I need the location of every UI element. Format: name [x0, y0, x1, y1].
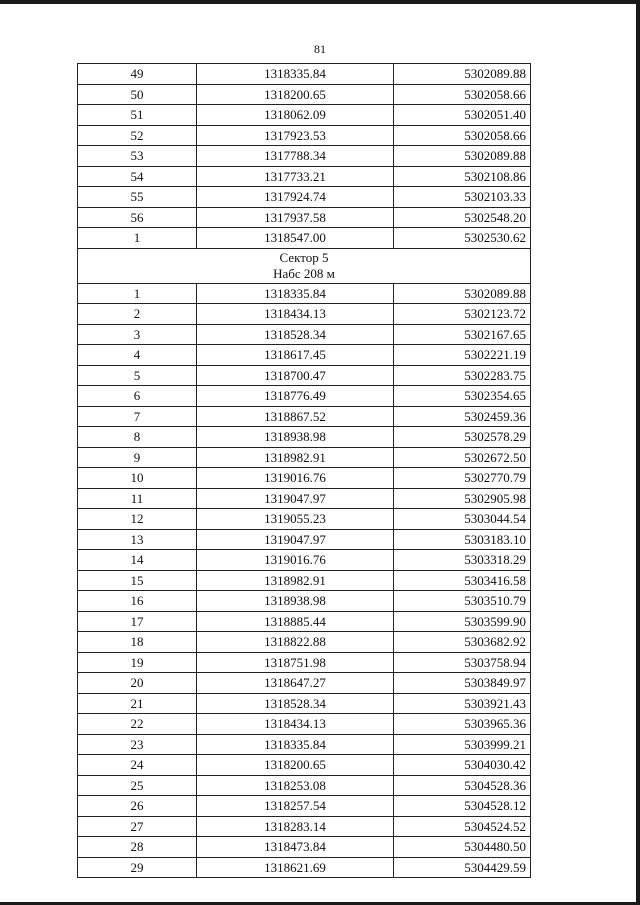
table-row	[78, 187, 531, 208]
x-coordinate-cell: 1317923.53	[197, 125, 394, 146]
table-row	[78, 324, 531, 345]
table-row	[78, 427, 531, 448]
point-number-cell: 52	[78, 125, 197, 146]
y-coordinate-cell: 5302221.19	[394, 345, 531, 366]
x-coordinate-cell: 1318253.08	[197, 775, 394, 796]
table-row	[78, 673, 531, 694]
point-number-cell: 26	[78, 796, 197, 817]
x-coordinate-cell: 1318200.65	[197, 84, 394, 105]
x-coordinate-cell: 1318434.13	[197, 714, 394, 735]
x-coordinate-cell: 1318867.52	[197, 406, 394, 427]
point-number-cell: 8	[78, 427, 197, 448]
y-coordinate-cell: 5303682.92	[394, 632, 531, 653]
table-row	[78, 796, 531, 817]
table-row	[78, 166, 531, 187]
point-number-cell: 9	[78, 447, 197, 468]
table-row	[78, 146, 531, 167]
table-row	[78, 228, 531, 249]
table-row	[78, 406, 531, 427]
y-coordinate-cell: 5302770.79	[394, 468, 531, 489]
table-row	[78, 775, 531, 796]
x-coordinate-cell: 1318617.45	[197, 345, 394, 366]
y-coordinate-cell: 5303510.79	[394, 591, 531, 612]
y-coordinate-cell: 5302058.66	[394, 84, 531, 105]
y-coordinate-cell: 5302051.40	[394, 105, 531, 126]
sector-header-group	[78, 248, 531, 283]
y-coordinate-cell: 5303044.54	[394, 509, 531, 530]
point-number-cell: 3	[78, 324, 197, 345]
table-row	[78, 283, 531, 304]
point-number-cell: 27	[78, 816, 197, 837]
y-coordinate-cell: 5304528.36	[394, 775, 531, 796]
y-coordinate-cell: 5303921.43	[394, 693, 531, 714]
point-number-cell: 16	[78, 591, 197, 612]
point-number-cell: 49	[78, 64, 197, 85]
point-number-cell: 5	[78, 365, 197, 386]
point-number-cell: 51	[78, 105, 197, 126]
x-coordinate-cell: 1317733.21	[197, 166, 394, 187]
point-number-cell: 10	[78, 468, 197, 489]
y-coordinate-cell: 5302108.86	[394, 166, 531, 187]
x-coordinate-cell: 1318547.00	[197, 228, 394, 249]
sector-height: Набс 208 м	[273, 265, 335, 281]
table-row	[78, 468, 531, 489]
point-number-cell: 15	[78, 570, 197, 591]
x-coordinate-cell: 1318621.69	[197, 857, 394, 878]
scan-border-right	[636, 0, 640, 905]
table-row	[78, 857, 531, 878]
x-coordinate-cell: 1318751.98	[197, 652, 394, 673]
table-row	[78, 816, 531, 837]
table-row	[78, 837, 531, 858]
y-coordinate-cell: 5302548.20	[394, 207, 531, 228]
sector-header-row	[78, 248, 531, 283]
x-coordinate-cell: 1318982.91	[197, 570, 394, 591]
x-coordinate-cell: 1318982.91	[197, 447, 394, 468]
point-number-cell: 50	[78, 84, 197, 105]
y-coordinate-cell: 5302459.36	[394, 406, 531, 427]
point-number-cell: 19	[78, 652, 197, 673]
point-number-cell: 20	[78, 673, 197, 694]
y-coordinate-cell: 5304480.50	[394, 837, 531, 858]
x-coordinate-cell: 1318335.84	[197, 64, 394, 85]
point-number-cell: 2	[78, 304, 197, 325]
rows-after-sector	[78, 283, 531, 878]
y-coordinate-cell: 5304030.42	[394, 755, 531, 776]
x-coordinate-cell: 1318200.65	[197, 755, 394, 776]
table-row	[78, 447, 531, 468]
y-coordinate-cell: 5303318.29	[394, 550, 531, 571]
table-row	[78, 509, 531, 530]
x-coordinate-cell: 1318335.84	[197, 283, 394, 304]
table-row	[78, 693, 531, 714]
x-coordinate-cell: 1318528.34	[197, 324, 394, 345]
table-row	[78, 365, 531, 386]
point-number-cell: 21	[78, 693, 197, 714]
y-coordinate-cell: 5303965.36	[394, 714, 531, 735]
table-row	[78, 529, 531, 550]
point-number-cell: 24	[78, 755, 197, 776]
x-coordinate-cell: 1317924.74	[197, 187, 394, 208]
table-row	[78, 550, 531, 571]
point-number-cell: 29	[78, 857, 197, 878]
point-number-cell: 7	[78, 406, 197, 427]
y-coordinate-cell: 5302283.75	[394, 365, 531, 386]
point-number-cell: 55	[78, 187, 197, 208]
x-coordinate-cell: 1318257.54	[197, 796, 394, 817]
scan-border-top	[0, 0, 640, 4]
x-coordinate-cell: 1318335.84	[197, 734, 394, 755]
table-row	[78, 488, 531, 509]
point-number-cell: 53	[78, 146, 197, 167]
table-row	[78, 64, 531, 85]
x-coordinate-cell: 1318647.27	[197, 673, 394, 694]
x-coordinate-cell: 1317788.34	[197, 146, 394, 167]
x-coordinate-cell: 1318528.34	[197, 693, 394, 714]
point-number-cell: 11	[78, 488, 197, 509]
table-row	[78, 652, 531, 673]
point-number-cell: 1	[78, 228, 197, 249]
table-row	[78, 304, 531, 325]
point-number-cell: 28	[78, 837, 197, 858]
point-number-cell: 14	[78, 550, 197, 571]
table-row	[78, 611, 531, 632]
page-number: 81	[314, 42, 326, 56]
y-coordinate-cell: 5303758.94	[394, 652, 531, 673]
point-number-cell: 12	[78, 509, 197, 530]
table-row	[78, 734, 531, 755]
table-row	[78, 570, 531, 591]
point-number-cell: 22	[78, 714, 197, 735]
point-number-cell: 4	[78, 345, 197, 366]
sector-title: Сектор 5	[279, 249, 329, 265]
table-row	[78, 105, 531, 126]
table-row	[78, 714, 531, 735]
x-coordinate-cell: 1318700.47	[197, 365, 394, 386]
x-coordinate-cell: 1319016.76	[197, 468, 394, 489]
point-number-cell: 25	[78, 775, 197, 796]
y-coordinate-cell: 5303849.97	[394, 673, 531, 694]
y-coordinate-cell: 5302103.33	[394, 187, 531, 208]
x-coordinate-cell: 1318776.49	[197, 386, 394, 407]
table-row	[78, 345, 531, 366]
sector-header-cell	[78, 248, 531, 283]
x-coordinate-cell: 1318822.88	[197, 632, 394, 653]
x-coordinate-cell: 1318885.44	[197, 611, 394, 632]
y-coordinate-cell: 5303183.10	[394, 529, 531, 550]
point-number-cell: 23	[78, 734, 197, 755]
x-coordinate-cell: 1318062.09	[197, 105, 394, 126]
point-number-cell: 18	[78, 632, 197, 653]
y-coordinate-cell: 5302354.65	[394, 386, 531, 407]
table-row	[78, 84, 531, 105]
point-number-cell: 56	[78, 207, 197, 228]
y-coordinate-cell: 5302530.62	[394, 228, 531, 249]
x-coordinate-cell: 1318283.14	[197, 816, 394, 837]
x-coordinate-cell: 1319055.23	[197, 509, 394, 530]
table-row	[78, 207, 531, 228]
y-coordinate-cell: 5304524.52	[394, 816, 531, 837]
x-coordinate-cell: 1318434.13	[197, 304, 394, 325]
y-coordinate-cell: 5302058.66	[394, 125, 531, 146]
coordinates-table	[77, 63, 531, 878]
point-number-cell: 6	[78, 386, 197, 407]
x-coordinate-cell: 1318938.98	[197, 427, 394, 448]
y-coordinate-cell: 5302089.88	[394, 64, 531, 85]
y-coordinate-cell: 5304429.59	[394, 857, 531, 878]
y-coordinate-cell: 5303599.90	[394, 611, 531, 632]
y-coordinate-cell: 5303416.58	[394, 570, 531, 591]
table-row	[78, 591, 531, 612]
y-coordinate-cell: 5302905.98	[394, 488, 531, 509]
table-row	[78, 125, 531, 146]
x-coordinate-cell: 1318938.98	[197, 591, 394, 612]
y-coordinate-cell: 5304528.12	[394, 796, 531, 817]
x-coordinate-cell: 1319047.97	[197, 488, 394, 509]
point-number-cell: 13	[78, 529, 197, 550]
y-coordinate-cell: 5302089.88	[394, 283, 531, 304]
point-number-cell: 54	[78, 166, 197, 187]
y-coordinate-cell: 5302167.65	[394, 324, 531, 345]
y-coordinate-cell: 5302123.72	[394, 304, 531, 325]
point-number-cell: 17	[78, 611, 197, 632]
x-coordinate-cell: 1319016.76	[197, 550, 394, 571]
rows-before-sector	[78, 64, 531, 249]
table-row	[78, 386, 531, 407]
y-coordinate-cell: 5302672.50	[394, 447, 531, 468]
point-number-cell: 1	[78, 283, 197, 304]
y-coordinate-cell: 5302089.88	[394, 146, 531, 167]
x-coordinate-cell: 1319047.97	[197, 529, 394, 550]
table-row	[78, 632, 531, 653]
table-row	[78, 755, 531, 776]
x-coordinate-cell: 1317937.58	[197, 207, 394, 228]
y-coordinate-cell: 5303999.21	[394, 734, 531, 755]
x-coordinate-cell: 1318473.84	[197, 837, 394, 858]
y-coordinate-cell: 5302578.29	[394, 427, 531, 448]
